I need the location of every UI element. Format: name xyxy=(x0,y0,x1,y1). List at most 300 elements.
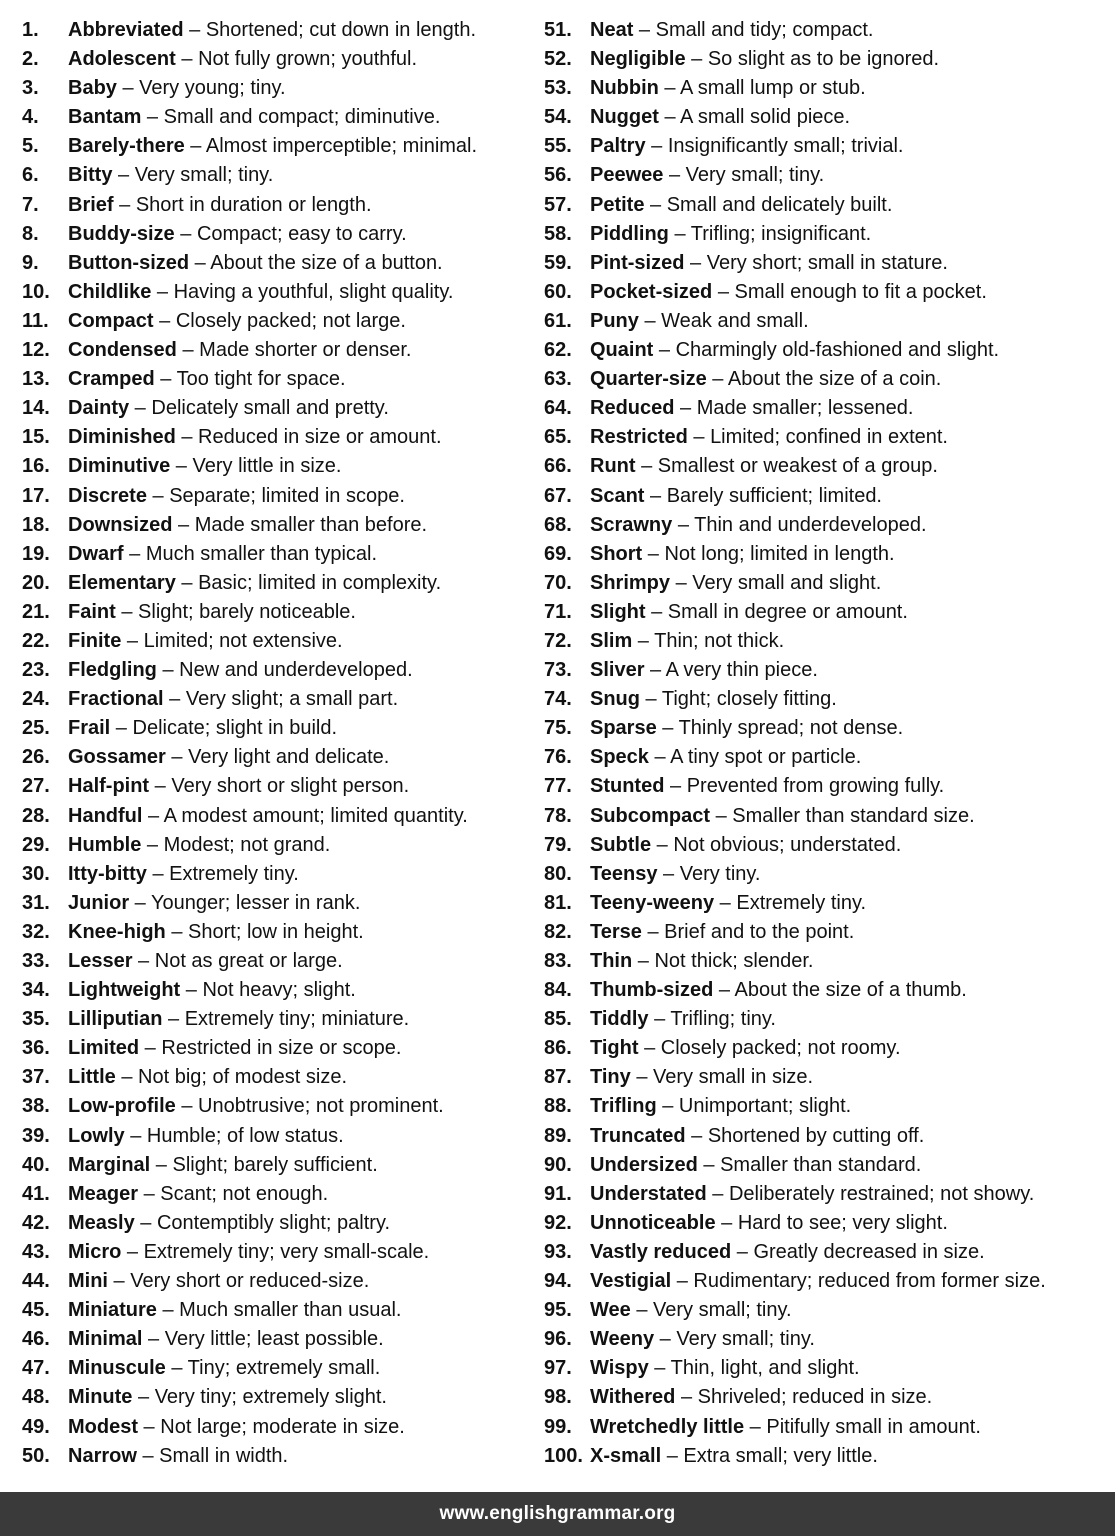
item-text xyxy=(590,1209,948,1238)
item-separator: – xyxy=(175,48,199,71)
list-item xyxy=(544,1180,1104,1209)
item-definition: Very young; tiny. xyxy=(139,77,286,100)
item-number: 85. xyxy=(544,1008,572,1031)
item-number: 37. xyxy=(22,1066,50,1089)
item-term: Minuscule xyxy=(68,1357,166,1380)
item-term: Half-pint xyxy=(68,775,150,798)
item-text xyxy=(68,1005,409,1034)
item-number: 49. xyxy=(22,1415,50,1438)
item-definition: Small and delicately built. xyxy=(666,193,893,216)
list-item xyxy=(22,1092,532,1121)
item-number: 11. xyxy=(22,309,49,332)
item-text xyxy=(590,452,938,481)
item-number: 39. xyxy=(22,1124,50,1147)
item-separator: – xyxy=(685,1124,708,1147)
item-separator: – xyxy=(129,397,152,420)
list-item xyxy=(544,161,1104,190)
item-text xyxy=(590,249,948,278)
item-separator: – xyxy=(712,280,735,303)
item-separator: – xyxy=(136,1444,160,1467)
item-text xyxy=(68,452,341,481)
item-definition: Not fully grown; youthful. xyxy=(198,48,418,71)
item-number: 51. xyxy=(544,19,572,41)
item-number: 30. xyxy=(22,862,50,885)
item-text xyxy=(590,132,903,161)
item-term: Bantam xyxy=(68,106,142,129)
item-separator: – xyxy=(124,1124,147,1147)
item-definition: Small and tidy; compact. xyxy=(655,19,874,41)
list-item xyxy=(544,74,1104,103)
list-item xyxy=(544,307,1104,336)
item-number: 17. xyxy=(22,484,50,507)
item-number: 45. xyxy=(22,1299,50,1322)
item-definition: About the size of a coin. xyxy=(727,368,942,391)
item-number: 60. xyxy=(544,280,572,303)
item-term: Teensy xyxy=(590,862,658,885)
list-item xyxy=(22,482,532,511)
item-term: Negligible xyxy=(590,48,686,71)
item-definition: Limited; confined in extent. xyxy=(710,426,948,449)
item-text xyxy=(68,540,377,569)
item-text xyxy=(590,423,948,452)
item-text xyxy=(68,627,343,656)
item-term: Limited xyxy=(68,1037,140,1060)
list-item xyxy=(544,365,1104,394)
item-text xyxy=(590,511,927,540)
item-number: 78. xyxy=(544,804,572,827)
list-item xyxy=(22,772,532,801)
item-number: 54. xyxy=(544,106,572,129)
item-number: 52. xyxy=(544,48,572,71)
item-separator: – xyxy=(149,775,172,798)
item-separator: – xyxy=(110,717,133,740)
item-separator: – xyxy=(630,1299,654,1322)
item-number: 9. xyxy=(22,251,39,274)
item-definition: Limited; not extensive. xyxy=(143,629,343,652)
item-separator: – xyxy=(658,106,681,129)
item-term: Quarter-size xyxy=(590,368,707,391)
item-separator: – xyxy=(165,746,189,769)
list-item xyxy=(22,278,532,307)
item-definition: Pitifully small in amount. xyxy=(766,1415,981,1438)
item-separator: – xyxy=(175,1095,199,1118)
item-number: 91. xyxy=(544,1182,572,1205)
list-item xyxy=(22,1122,532,1151)
item-definition: Rudimentary; reduced from former size. xyxy=(693,1270,1046,1293)
item-text xyxy=(590,1296,792,1325)
item-number: 34. xyxy=(22,979,50,1002)
item-definition: Trifling; tiny. xyxy=(670,1008,776,1031)
item-definition: Closely packed; not large. xyxy=(175,309,406,332)
item-term: Thumb-sized xyxy=(590,979,714,1002)
item-definition: Small in degree or amount. xyxy=(667,600,908,623)
item-term: Lowly xyxy=(68,1124,125,1147)
item-definition: Very small and slight. xyxy=(692,571,882,594)
item-separator: – xyxy=(645,135,668,158)
list-item xyxy=(22,918,532,947)
item-text xyxy=(68,278,453,307)
item-number: 56. xyxy=(544,164,572,187)
list-item xyxy=(544,423,1104,452)
list-item xyxy=(544,598,1104,627)
item-term: Teeny-weeny xyxy=(590,891,715,914)
list-item xyxy=(544,1296,1104,1325)
item-definition: Not heavy; slight. xyxy=(202,979,356,1002)
item-number: 43. xyxy=(22,1240,50,1263)
list-item xyxy=(544,452,1104,481)
list-item xyxy=(22,307,532,336)
list-item xyxy=(22,685,532,714)
list-item xyxy=(544,1383,1104,1412)
item-text xyxy=(590,569,881,598)
item-number: 67. xyxy=(544,484,572,507)
item-text xyxy=(590,772,944,801)
item-number: 71. xyxy=(544,600,572,623)
list-item xyxy=(22,1442,532,1471)
item-separator: – xyxy=(175,426,199,449)
item-definition: Very small; tiny. xyxy=(685,164,825,187)
list-item xyxy=(22,1383,532,1412)
item-number: 47. xyxy=(22,1357,50,1380)
item-definition: Thin; not thick. xyxy=(654,629,785,652)
item-definition: Very light and delicate. xyxy=(188,746,390,769)
item-number: 65. xyxy=(544,426,572,449)
word-list xyxy=(0,16,1115,1486)
list-item xyxy=(544,103,1104,132)
item-text xyxy=(590,1325,815,1354)
list-item xyxy=(22,161,532,190)
list-item xyxy=(544,336,1104,365)
item-number: 92. xyxy=(544,1211,572,1234)
list-item xyxy=(22,831,532,860)
list-item xyxy=(22,860,532,889)
item-definition: Extremely tiny. xyxy=(169,862,299,885)
item-number: 20. xyxy=(22,571,50,594)
item-term: Discrete xyxy=(68,484,147,507)
item-term: Truncated xyxy=(590,1124,686,1147)
item-definition: Extremely tiny; miniature. xyxy=(184,1008,410,1031)
item-number: 90. xyxy=(544,1153,572,1176)
item-term: Minimal xyxy=(68,1328,143,1351)
item-term: Elementary xyxy=(68,571,176,594)
item-definition: Very tiny. xyxy=(679,862,761,885)
item-separator: – xyxy=(184,135,206,158)
item-definition: Very little in size. xyxy=(192,455,342,478)
item-text xyxy=(68,16,476,45)
item-text xyxy=(590,191,892,220)
item-term: Narrow xyxy=(68,1444,137,1467)
item-separator: – xyxy=(115,1066,139,1089)
item-term: Brief xyxy=(68,193,114,216)
item-text xyxy=(68,1180,328,1209)
item-definition: Greatly decreased in size. xyxy=(753,1240,985,1263)
item-term: Lilliputian xyxy=(68,1008,163,1031)
item-separator: – xyxy=(123,542,146,565)
item-definition: Reduced in size or amount. xyxy=(198,426,442,449)
item-separator: – xyxy=(644,659,666,682)
list-item xyxy=(544,482,1104,511)
item-definition: Humble; of low status. xyxy=(146,1124,344,1147)
item-number: 6. xyxy=(22,164,39,187)
item-term: Adolescent xyxy=(68,48,176,71)
item-number: 50. xyxy=(22,1444,50,1467)
item-definition: Much smaller than typical. xyxy=(145,542,378,565)
item-text xyxy=(590,860,760,889)
item-number: 29. xyxy=(22,833,50,856)
list-item xyxy=(22,16,532,45)
item-separator: – xyxy=(156,1299,180,1322)
item-text xyxy=(68,482,405,511)
item-text xyxy=(68,365,346,394)
item-number: 86. xyxy=(544,1037,572,1060)
item-term: Lesser xyxy=(68,950,133,972)
item-term: Junior xyxy=(68,891,130,914)
list-item xyxy=(22,1354,532,1383)
item-number: 68. xyxy=(544,513,572,536)
item-number: 3. xyxy=(22,77,39,100)
item-number: 42. xyxy=(22,1211,50,1234)
item-separator: – xyxy=(156,659,180,682)
item-term: Wispy xyxy=(590,1357,649,1380)
item-term: Vestigial xyxy=(590,1270,672,1293)
item-term: Humble xyxy=(68,833,142,856)
list-item xyxy=(22,743,532,772)
list-item xyxy=(22,1151,532,1180)
item-text xyxy=(68,569,441,598)
list-item xyxy=(544,1325,1104,1354)
item-separator: – xyxy=(706,368,728,391)
list-item xyxy=(544,16,1104,45)
item-term: Tiddly xyxy=(590,1008,649,1031)
item-term: Tight xyxy=(590,1037,639,1060)
item-number: 84. xyxy=(544,979,572,1002)
item-text xyxy=(68,249,443,278)
list-item xyxy=(22,1325,532,1354)
item-text xyxy=(68,1442,288,1471)
item-separator: – xyxy=(635,455,658,478)
item-separator: – xyxy=(146,862,170,885)
list-item xyxy=(544,685,1104,714)
item-definition: Smallest or weakest of a group. xyxy=(657,455,938,478)
item-number: 19. xyxy=(22,542,50,565)
item-text xyxy=(68,1034,401,1063)
item-term: Fledgling xyxy=(68,659,157,682)
item-definition: A tiny spot or particle. xyxy=(670,746,862,769)
item-definition: Slight; barely noticeable. xyxy=(138,600,356,623)
item-number: 96. xyxy=(544,1328,572,1351)
item-definition: Smaller than standard size. xyxy=(732,804,975,827)
item-number: 64. xyxy=(544,397,572,420)
item-separator: – xyxy=(664,775,687,798)
item-number: 15. xyxy=(22,426,50,449)
word-list-column-left xyxy=(22,16,532,1471)
item-separator: – xyxy=(648,1008,671,1031)
item-number: 18. xyxy=(22,513,50,536)
item-separator: – xyxy=(175,571,199,594)
item-number: 99. xyxy=(544,1415,572,1438)
item-definition: Too tight for space. xyxy=(176,368,346,391)
item-term: Shrimpy xyxy=(590,571,671,594)
item-text xyxy=(590,1034,901,1063)
item-definition: Barely sufficient; limited. xyxy=(666,484,882,507)
item-definition: Short; low in height. xyxy=(188,920,364,943)
item-definition: Smaller than standard. xyxy=(720,1153,922,1176)
item-number: 57. xyxy=(544,193,572,216)
list-item xyxy=(22,889,532,918)
item-number: 93. xyxy=(544,1240,572,1263)
item-definition: Closely packed; not roomy. xyxy=(660,1037,901,1060)
item-separator: – xyxy=(141,106,164,129)
item-term: Short xyxy=(590,542,643,565)
item-text xyxy=(590,540,895,569)
item-term: Wretchedly little xyxy=(590,1415,745,1438)
item-separator: – xyxy=(132,950,155,972)
item-definition: Very tiny; extremely slight. xyxy=(154,1386,387,1409)
item-separator: – xyxy=(644,484,667,507)
item-definition: Contemptibly slight; paltry. xyxy=(156,1211,391,1234)
item-text xyxy=(590,1005,776,1034)
item-number: 73. xyxy=(544,659,572,682)
item-separator: – xyxy=(183,19,206,41)
item-term: Undersized xyxy=(590,1153,698,1176)
list-item xyxy=(22,627,532,656)
item-text xyxy=(68,74,286,103)
item-number: 13. xyxy=(22,368,50,391)
item-term: Condensed xyxy=(68,339,177,362)
item-text xyxy=(68,656,413,685)
item-separator: – xyxy=(648,1357,671,1380)
item-term: Restricted xyxy=(590,426,688,449)
item-number: 41. xyxy=(22,1182,50,1205)
item-term: Weeny xyxy=(590,1328,655,1351)
list-item xyxy=(22,511,532,540)
item-number: 87. xyxy=(544,1066,572,1089)
list-item xyxy=(22,656,532,685)
item-definition: Hard to see; very slight. xyxy=(737,1211,948,1234)
item-number: 4. xyxy=(22,106,39,129)
item-text xyxy=(68,831,330,860)
item-text xyxy=(68,1413,405,1442)
item-text xyxy=(590,918,854,947)
item-separator: – xyxy=(121,629,144,652)
list-item xyxy=(544,45,1104,74)
item-term: Pint-sized xyxy=(590,251,685,274)
list-item xyxy=(22,1063,532,1092)
item-number: 61. xyxy=(544,309,572,332)
list-item xyxy=(544,249,1104,278)
list-item xyxy=(22,365,532,394)
item-text xyxy=(68,1383,387,1412)
item-separator: – xyxy=(165,920,189,943)
item-separator: – xyxy=(674,397,697,420)
list-item xyxy=(544,627,1104,656)
item-text xyxy=(68,1209,390,1238)
list-item xyxy=(544,1063,1104,1092)
item-definition: Unobtrusive; not prominent. xyxy=(198,1095,444,1118)
item-term: Modest xyxy=(68,1415,138,1438)
list-item xyxy=(544,976,1104,1005)
item-definition: Very short; small in stature. xyxy=(706,251,948,274)
item-text xyxy=(68,220,407,249)
item-separator: – xyxy=(710,804,733,827)
item-term: Snug xyxy=(590,688,640,711)
list-item xyxy=(544,1413,1104,1442)
item-term: Slight xyxy=(590,600,646,623)
item-text xyxy=(68,161,273,190)
item-term: Paltry xyxy=(590,135,646,158)
item-term: Childlike xyxy=(68,280,152,303)
item-text xyxy=(68,772,409,801)
item-text xyxy=(590,1180,1034,1209)
list-item xyxy=(544,772,1104,801)
item-term: Scant xyxy=(590,484,645,507)
item-definition: Weak and small. xyxy=(661,309,809,332)
item-definition: Not big; of modest size. xyxy=(138,1066,348,1089)
item-text xyxy=(68,103,440,132)
item-term: Micro xyxy=(68,1240,122,1263)
item-separator: – xyxy=(138,1182,161,1205)
item-number: 72. xyxy=(544,629,572,652)
item-text xyxy=(590,1063,813,1092)
item-number: 38. xyxy=(22,1095,50,1118)
list-item xyxy=(22,714,532,743)
item-separator: – xyxy=(675,1386,698,1409)
item-text xyxy=(590,278,987,307)
item-text xyxy=(590,1442,878,1471)
item-separator: – xyxy=(115,600,139,623)
item-text xyxy=(68,336,412,365)
item-definition: Very small; tiny. xyxy=(653,1299,792,1322)
item-separator: – xyxy=(134,1211,157,1234)
item-separator: – xyxy=(663,164,686,187)
list-item xyxy=(544,714,1104,743)
item-definition: Shortened by cutting off. xyxy=(707,1124,925,1147)
list-item xyxy=(22,1180,532,1209)
item-term: Fractional xyxy=(68,688,164,711)
item-text xyxy=(590,16,873,45)
item-number: 70. xyxy=(544,571,572,594)
item-definition: Extremely tiny; very small-scale. xyxy=(143,1240,430,1263)
item-separator: – xyxy=(641,920,665,943)
list-item xyxy=(544,191,1104,220)
item-definition: Very short or slight person. xyxy=(171,775,410,798)
item-number: 21. xyxy=(22,600,50,623)
item-separator: – xyxy=(108,1270,131,1293)
item-term: Trifling xyxy=(590,1095,657,1118)
item-definition: Thin, light, and slight. xyxy=(670,1357,860,1380)
item-text xyxy=(590,161,824,190)
item-number: 31. xyxy=(22,891,50,914)
item-text xyxy=(590,1122,924,1151)
item-term: Unnoticeable xyxy=(590,1211,716,1234)
item-term: Faint xyxy=(68,600,116,623)
item-number: 46. xyxy=(22,1328,50,1351)
item-term: Thin xyxy=(590,950,633,972)
item-separator: – xyxy=(153,309,176,332)
item-text xyxy=(590,482,882,511)
list-item xyxy=(544,1267,1104,1296)
item-term: Downsized xyxy=(68,513,173,536)
item-number: 24. xyxy=(22,688,50,711)
list-item xyxy=(544,947,1104,976)
item-definition: Basic; limited in complexity. xyxy=(198,571,442,594)
item-term: Buddy-size xyxy=(68,222,175,245)
item-definition: Insignificantly small; trivial. xyxy=(667,135,904,158)
item-separator: – xyxy=(706,1182,729,1205)
item-term: Puny xyxy=(590,309,639,332)
item-definition: Thin and underdeveloped. xyxy=(694,513,927,536)
item-number: 14. xyxy=(22,397,50,420)
